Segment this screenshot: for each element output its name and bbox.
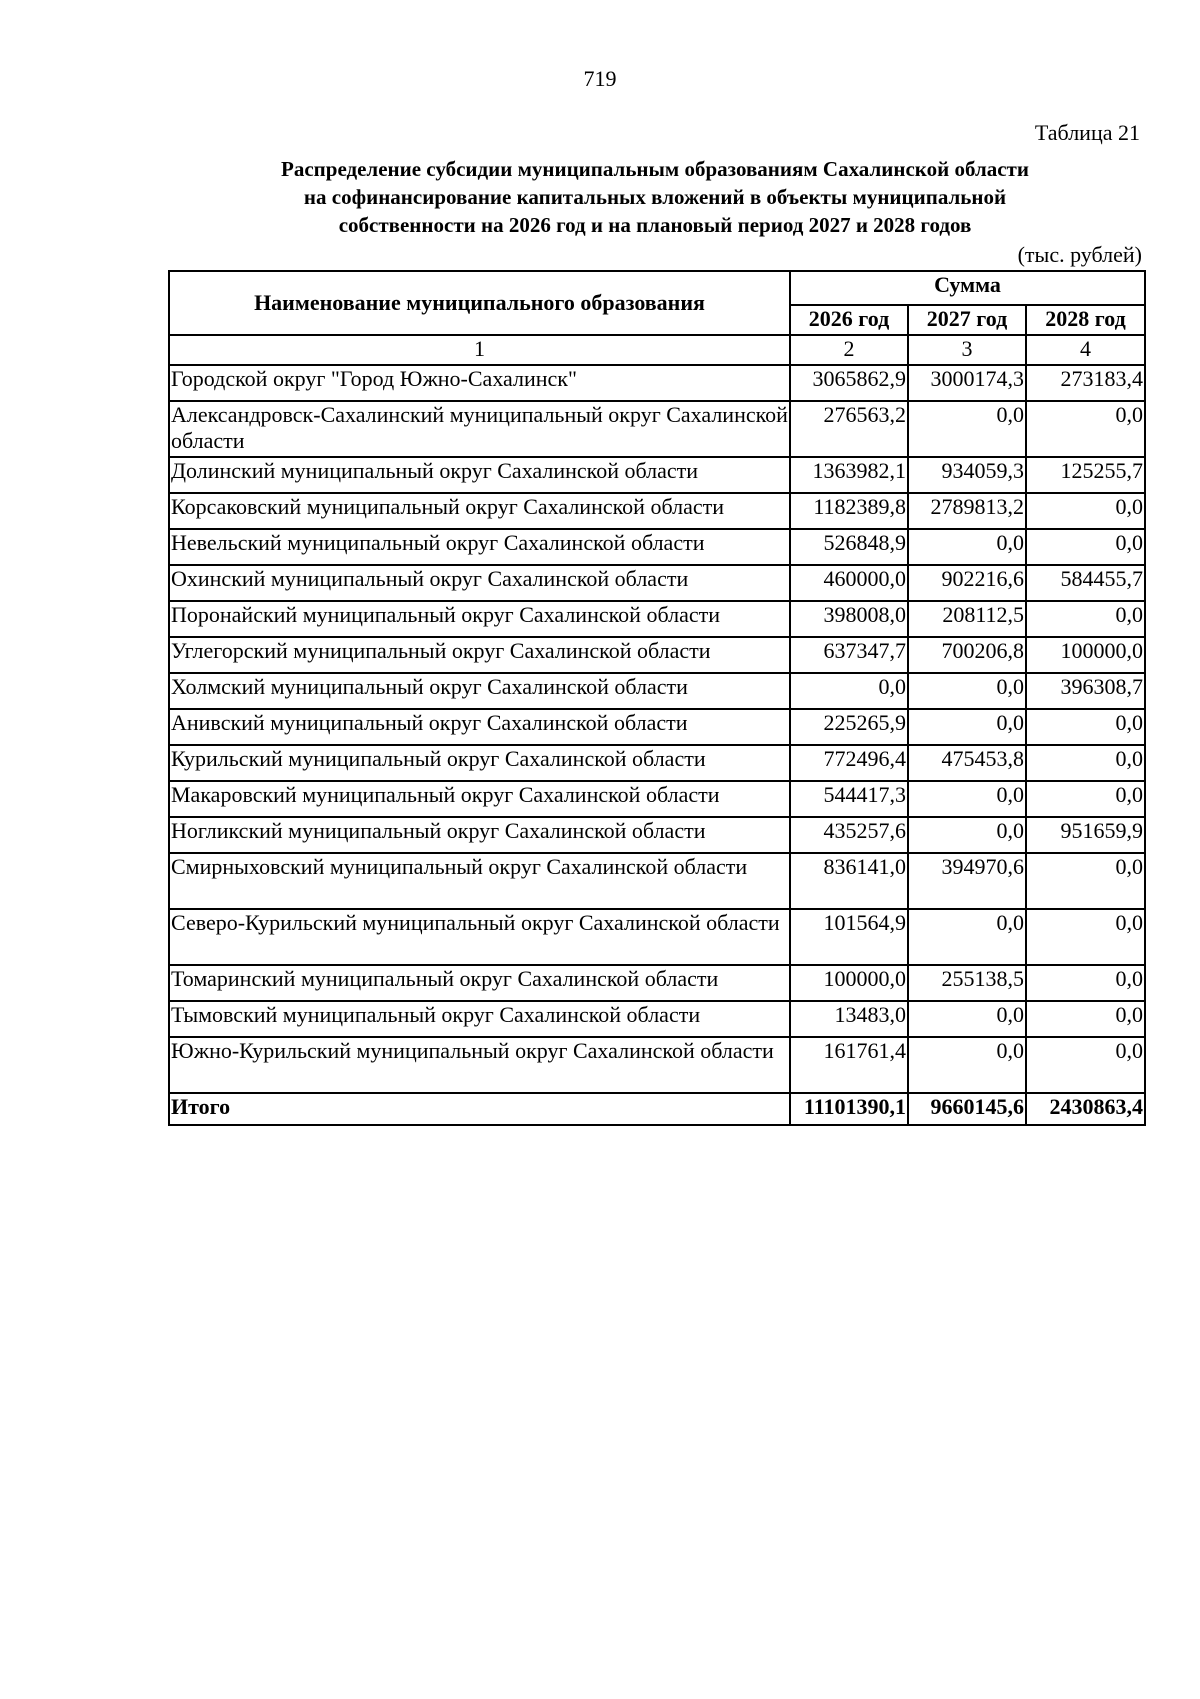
municipality-name: Южно-Курильский муниципальный округ Сахалинской области <box>169 1037 790 1093</box>
amount-2026: 13483,0 <box>790 1001 908 1037</box>
amount-2026: 435257,6 <box>790 817 908 853</box>
amount-2028: 100000,0 <box>1026 637 1145 673</box>
title-line: Распределение субсидии муниципальным образованиям Сахалинской области <box>281 157 1029 181</box>
table-row <box>169 1001 1145 1037</box>
column-number: 1 <box>169 335 790 365</box>
amount-2027: 3000174,3 <box>908 365 1026 401</box>
amount-2026: 0,0 <box>790 673 908 709</box>
page-title <box>160 155 1150 239</box>
amount-2026: 1182389,8 <box>790 493 908 529</box>
amount-2027: 2789813,2 <box>908 493 1026 529</box>
municipality-name: Курильский муниципальный округ Сахалинской области <box>169 745 790 781</box>
amount-2027: 0,0 <box>908 909 1026 965</box>
amount-2026: 544417,3 <box>790 781 908 817</box>
amount-2027: 0,0 <box>908 817 1026 853</box>
total-2026: 11101390,1 <box>790 1093 908 1125</box>
title-line: собственности на 2026 год и на плановый период 2027 и 2028 годов <box>338 213 972 237</box>
amount-2026: 161761,4 <box>790 1037 908 1093</box>
amount-2026: 100000,0 <box>790 965 908 1001</box>
amount-2026: 836141,0 <box>790 853 908 909</box>
table-row <box>169 745 1145 781</box>
table-row <box>169 673 1145 709</box>
table-row <box>169 529 1145 565</box>
subsidy-table <box>168 270 1146 1126</box>
amount-2027: 255138,5 <box>908 965 1026 1001</box>
table-row <box>169 493 1145 529</box>
amount-2028: 0,0 <box>1026 529 1145 565</box>
amount-2028: 0,0 <box>1026 853 1145 909</box>
amount-2028: 0,0 <box>1026 493 1145 529</box>
municipality-name: Углегорский муниципальный округ Сахалинской области <box>169 637 790 673</box>
amount-2027: 0,0 <box>908 709 1026 745</box>
table-row <box>169 817 1145 853</box>
amount-2026: 3065862,9 <box>790 365 908 401</box>
amount-2026: 772496,4 <box>790 745 908 781</box>
table-label: Таблица 21 <box>1034 120 1140 145</box>
amount-2027: 394970,6 <box>908 853 1026 909</box>
amount-2028: 0,0 <box>1026 745 1145 781</box>
amount-2027: 0,0 <box>908 401 1026 457</box>
header-name: Наименование муниципального образования <box>169 271 790 335</box>
header-year-2027: 2027 год <box>908 305 1026 335</box>
municipality-name: Смирныховский муниципальный округ Сахалинской области <box>169 853 790 909</box>
municipality-name: Холмский муниципальный округ Сахалинской области <box>169 673 790 709</box>
table-row <box>169 457 1145 493</box>
amount-2026: 460000,0 <box>790 565 908 601</box>
municipality-name: Охинский муниципальный округ Сахалинской области <box>169 565 790 601</box>
total-2028: 2430863,4 <box>1026 1093 1145 1125</box>
header-year-2026: 2026 год <box>790 305 908 335</box>
table-row <box>169 601 1145 637</box>
amount-2027: 208112,5 <box>908 601 1026 637</box>
header-sum: Сумма <box>790 271 1145 305</box>
municipality-name: Томаринский муниципальный округ Сахалинской области <box>169 965 790 1001</box>
municipality-name: Макаровский муниципальный округ Сахалинской области <box>169 781 790 817</box>
table-row <box>169 365 1145 401</box>
amount-2027: 0,0 <box>908 1037 1026 1093</box>
amount-2027: 0,0 <box>908 781 1026 817</box>
municipality-name: Северо-Курильский муниципальный округ Сахалинской области <box>169 909 790 965</box>
header-year-2028: 2028 год <box>1026 305 1145 335</box>
table-row <box>169 853 1145 909</box>
amount-2026: 225265,9 <box>790 709 908 745</box>
amount-2028: 0,0 <box>1026 965 1145 1001</box>
municipality-name: Невельский муниципальный округ Сахалинской области <box>169 529 790 565</box>
column-number: 2 <box>790 335 908 365</box>
municipality-name: Городской округ "Город Южно-Сахалинск" <box>169 365 790 401</box>
amount-2027: 700206,8 <box>908 637 1026 673</box>
amount-2027: 0,0 <box>908 1001 1026 1037</box>
units-label: (тыс. рублей) <box>1017 242 1142 267</box>
amount-2028: 125255,7 <box>1026 457 1145 493</box>
column-number: 4 <box>1026 335 1145 365</box>
table-row <box>169 401 1145 457</box>
amount-2028: 951659,9 <box>1026 817 1145 853</box>
table-row <box>169 637 1145 673</box>
page-number: 719 <box>583 66 617 91</box>
municipality-name: Корсаковский муниципальный округ Сахалинской области <box>169 493 790 529</box>
amount-2028: 0,0 <box>1026 709 1145 745</box>
table-row <box>169 781 1145 817</box>
table-row <box>169 965 1145 1001</box>
amount-2027: 902216,6 <box>908 565 1026 601</box>
amount-2026: 1363982,1 <box>790 457 908 493</box>
column-number: 3 <box>908 335 1026 365</box>
table-row <box>169 565 1145 601</box>
amount-2028: 396308,7 <box>1026 673 1145 709</box>
municipality-name: Долинский муниципальный округ Сахалинской области <box>169 457 790 493</box>
amount-2028: 0,0 <box>1026 909 1145 965</box>
amount-2027: 0,0 <box>908 673 1026 709</box>
amount-2028: 0,0 <box>1026 601 1145 637</box>
total-row <box>169 1093 1145 1125</box>
amount-2026: 276563,2 <box>790 401 908 457</box>
municipality-name: Ногликский муниципальный округ Сахалинской области <box>169 817 790 853</box>
table-row <box>169 709 1145 745</box>
municipality-name: Поронайский муниципальный округ Сахалинской области <box>169 601 790 637</box>
amount-2028: 0,0 <box>1026 781 1145 817</box>
amount-2026: 398008,0 <box>790 601 908 637</box>
municipality-name: Тымовский муниципальный округ Сахалинской области <box>169 1001 790 1037</box>
amount-2028: 0,0 <box>1026 401 1145 457</box>
amount-2027: 475453,8 <box>908 745 1026 781</box>
amount-2028: 0,0 <box>1026 1037 1145 1093</box>
amount-2027: 0,0 <box>908 529 1026 565</box>
amount-2028: 584455,7 <box>1026 565 1145 601</box>
amount-2027: 934059,3 <box>908 457 1026 493</box>
table-row <box>169 1037 1145 1093</box>
amount-2026: 637347,7 <box>790 637 908 673</box>
total-label: Итого <box>169 1093 790 1125</box>
amount-2026: 101564,9 <box>790 909 908 965</box>
amount-2028: 0,0 <box>1026 1001 1145 1037</box>
table-row <box>169 909 1145 965</box>
amount-2026: 526848,9 <box>790 529 908 565</box>
title-line: на софинансирование капитальных вложений в объекты муниципальной <box>303 185 1007 209</box>
municipality-name: Александровск-Сахалинский муниципальный округ Сахалинской области <box>169 401 790 457</box>
municipality-name: Анивский муниципальный округ Сахалинской области <box>169 709 790 745</box>
total-2027: 9660145,6 <box>908 1093 1026 1125</box>
amount-2028: 273183,4 <box>1026 365 1145 401</box>
